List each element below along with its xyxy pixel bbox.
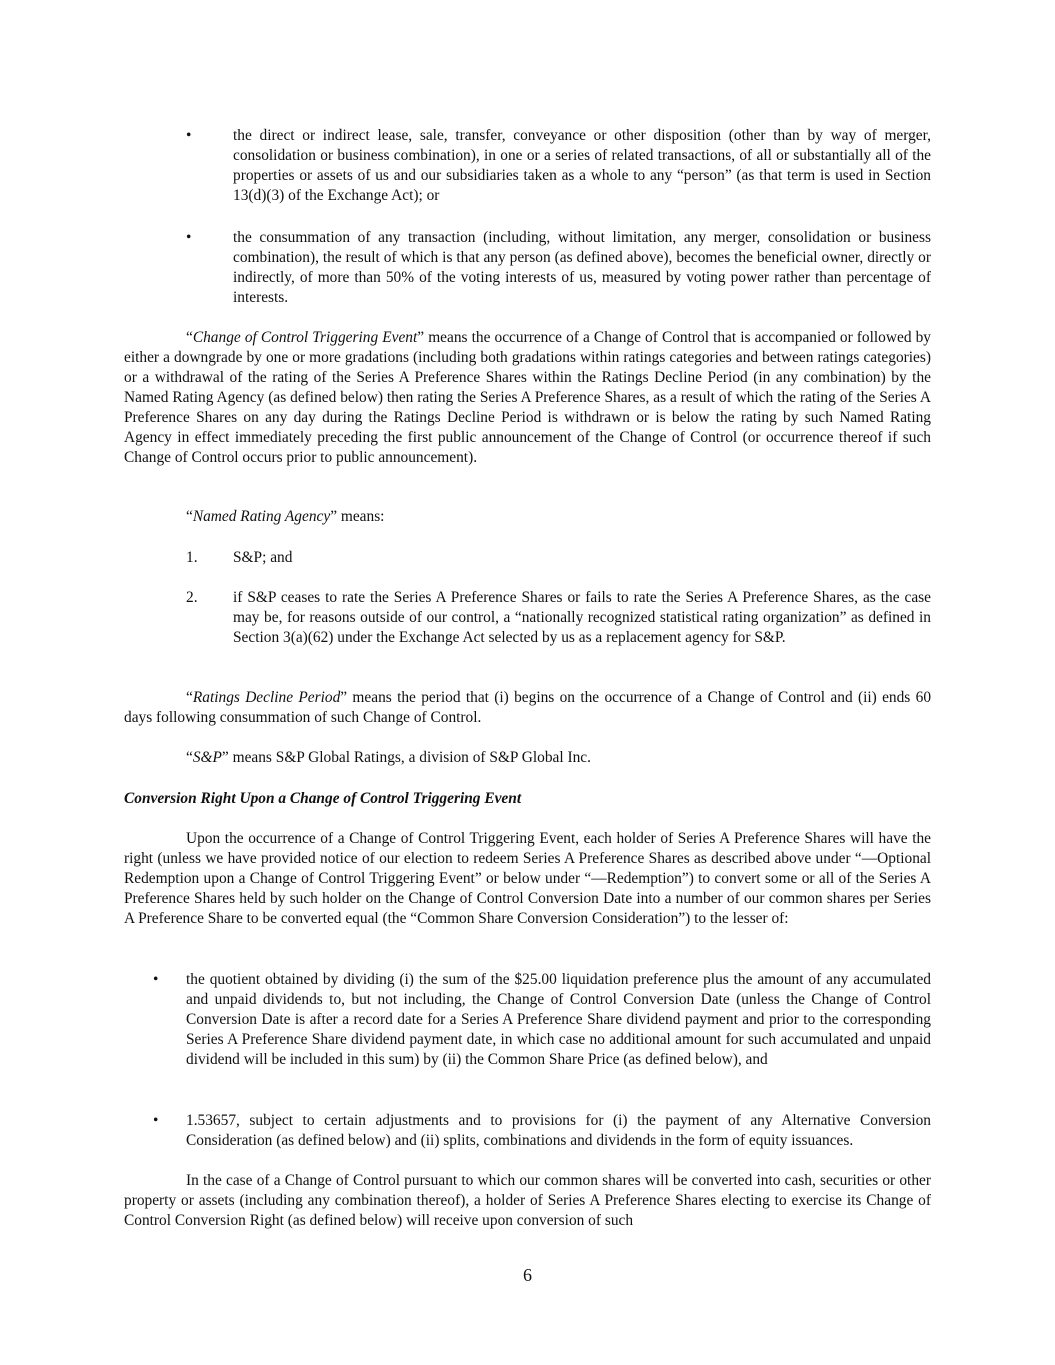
- section-heading: Conversion Right Upon a Change of Control Triggering Event: [124, 790, 522, 807]
- bullet-item: [153, 1111, 931, 1151]
- bullet-text: the direct or indirect lease, sale, transfer, conveyance or other disposition (other than by way of merger, consolidation or business combination), in one or a series of related transactions, of all or substantially all of the properties or assets of us and our subsidiaries taken as a whole to any “person” (as that term is used in Section 13(d)(3) of the Exchange Act); or: [233, 127, 931, 204]
- bullet-text: the consummation of any transaction (including, without limitation, any merger, consolidation or business combination), the result of which is that any person (as defined above), becomes the beneficial owner, directly or indirectly, of more than 50% of the voting interests of us, measured by voting power rather than percentage of interests.: [233, 229, 931, 306]
- definition-sp: “S&P” means S&P Global Ratings, a division of S&P Global Inc.: [186, 749, 591, 766]
- item-text: if S&P ceases to rate the Series A Preference Shares or fails to rate the Series A Preference Shares, as the case may be, for reasons outside of our control, a “nationally recognized statistical rating organization” as defined in Section 3(a)(62) under the Exchange Act selected by us as a replacement agency for S&P.: [233, 589, 931, 646]
- numbered-item: [186, 588, 931, 648]
- item-number: 1.: [186, 549, 198, 566]
- bullet-marker: •: [153, 971, 159, 988]
- bullet-marker: •: [153, 1112, 159, 1129]
- bullet-marker: •: [186, 229, 192, 246]
- bullet-item: [186, 126, 931, 206]
- definition-ratings-decline-period: “Ratings Decline Period” means the period that (i) begins on the occurrence of a Change of Control and (ii) ends 60 days following consummation of such Change of Control.: [124, 689, 932, 726]
- definition-change-of-control-triggering-event: “Change of Control Triggering Event” means the occurrence of a Change of Control that is accompanied or followed by either a downgrade by one or more gradations (including both gradations within ratings categories and between ratings categories) or a withdrawal of the rating of the Series A Preference Shares within the Ratings Decline Period (in any combination) by the Named Rating Agency (as defined below) then rating the Series A Preference Shares, as a result of which the rating of the Series A Preference Shares on any day during the Ratings Decline Period is withdrawn or is below the rating by such Named Rating Agency in effect immediately preceding the first public announcement of the Change of Control (or occurrence thereof if such Change of Control occurs prior to public announcement).: [124, 329, 931, 466]
- defined-term: Change of Control Triggering Event: [192, 329, 418, 346]
- definition-named-rating-agency: “Named Rating Agency” means:: [186, 508, 385, 525]
- item-number: 2.: [186, 589, 198, 606]
- defined-term: S&P: [192, 749, 222, 766]
- defined-term: Ratings Decline Period: [192, 689, 341, 706]
- bullet-item: [186, 228, 931, 308]
- bullet-text: the quotient obtained by dividing (i) the sum of the $25.00 liquidation preference plus the amount of any accumulated and unpaid dividends to, but not including, the Change of Control Conversion Date (unless the Change of Control Conversion Date is after a record date for a Series A Preference Share dividend payment and prior to the corresponding Series A Preference Share dividend payment date, in which case no additional amount for such accumulated and unpaid dividend will be included in this sum) by (ii) the Common Share Price (as defined below), and: [186, 971, 931, 1068]
- conversion-paragraph: Upon the occurrence of a Change of Control Triggering Event, each holder of Series A Preference Shares will have the right (unless we have provided notice of our election to redeem Series A Preference Shares as described above under “—Optional Redemption upon a Change of Control Triggering Event” or below under “—Redemption”) to convert some or all of the Series A Preference Shares held by such holder on the Change of Control Conversion Date into a number of our common shares per Series A Preference Share to be converted equal (the “Common Share Conversion Consideration”) to the lesser of:: [124, 830, 931, 927]
- final-paragraph: In the case of a Change of Control pursuant to which our common shares will be converted into cash, securities or other property or assets (including any combination thereof), a holder of Series A Preference Shares electing to exercise its Change of Control Conversion Right (as defined below) will receive upon conversion of such: [124, 1172, 931, 1229]
- numbered-item: [186, 548, 931, 568]
- page-number: 6: [523, 1265, 532, 1285]
- item-text: S&P; and: [233, 549, 293, 566]
- bullet-marker: •: [186, 127, 192, 144]
- bullet-text: 1.53657, subject to certain adjustments and to provisions for (i) the payment of any Alternative Conversion Consideration (as defined below) and (ii) splits, combinations and dividends in the form of equity issuances.: [186, 1112, 931, 1149]
- bullet-item: [153, 970, 931, 1070]
- defined-term: Named Rating Agency: [192, 508, 331, 525]
